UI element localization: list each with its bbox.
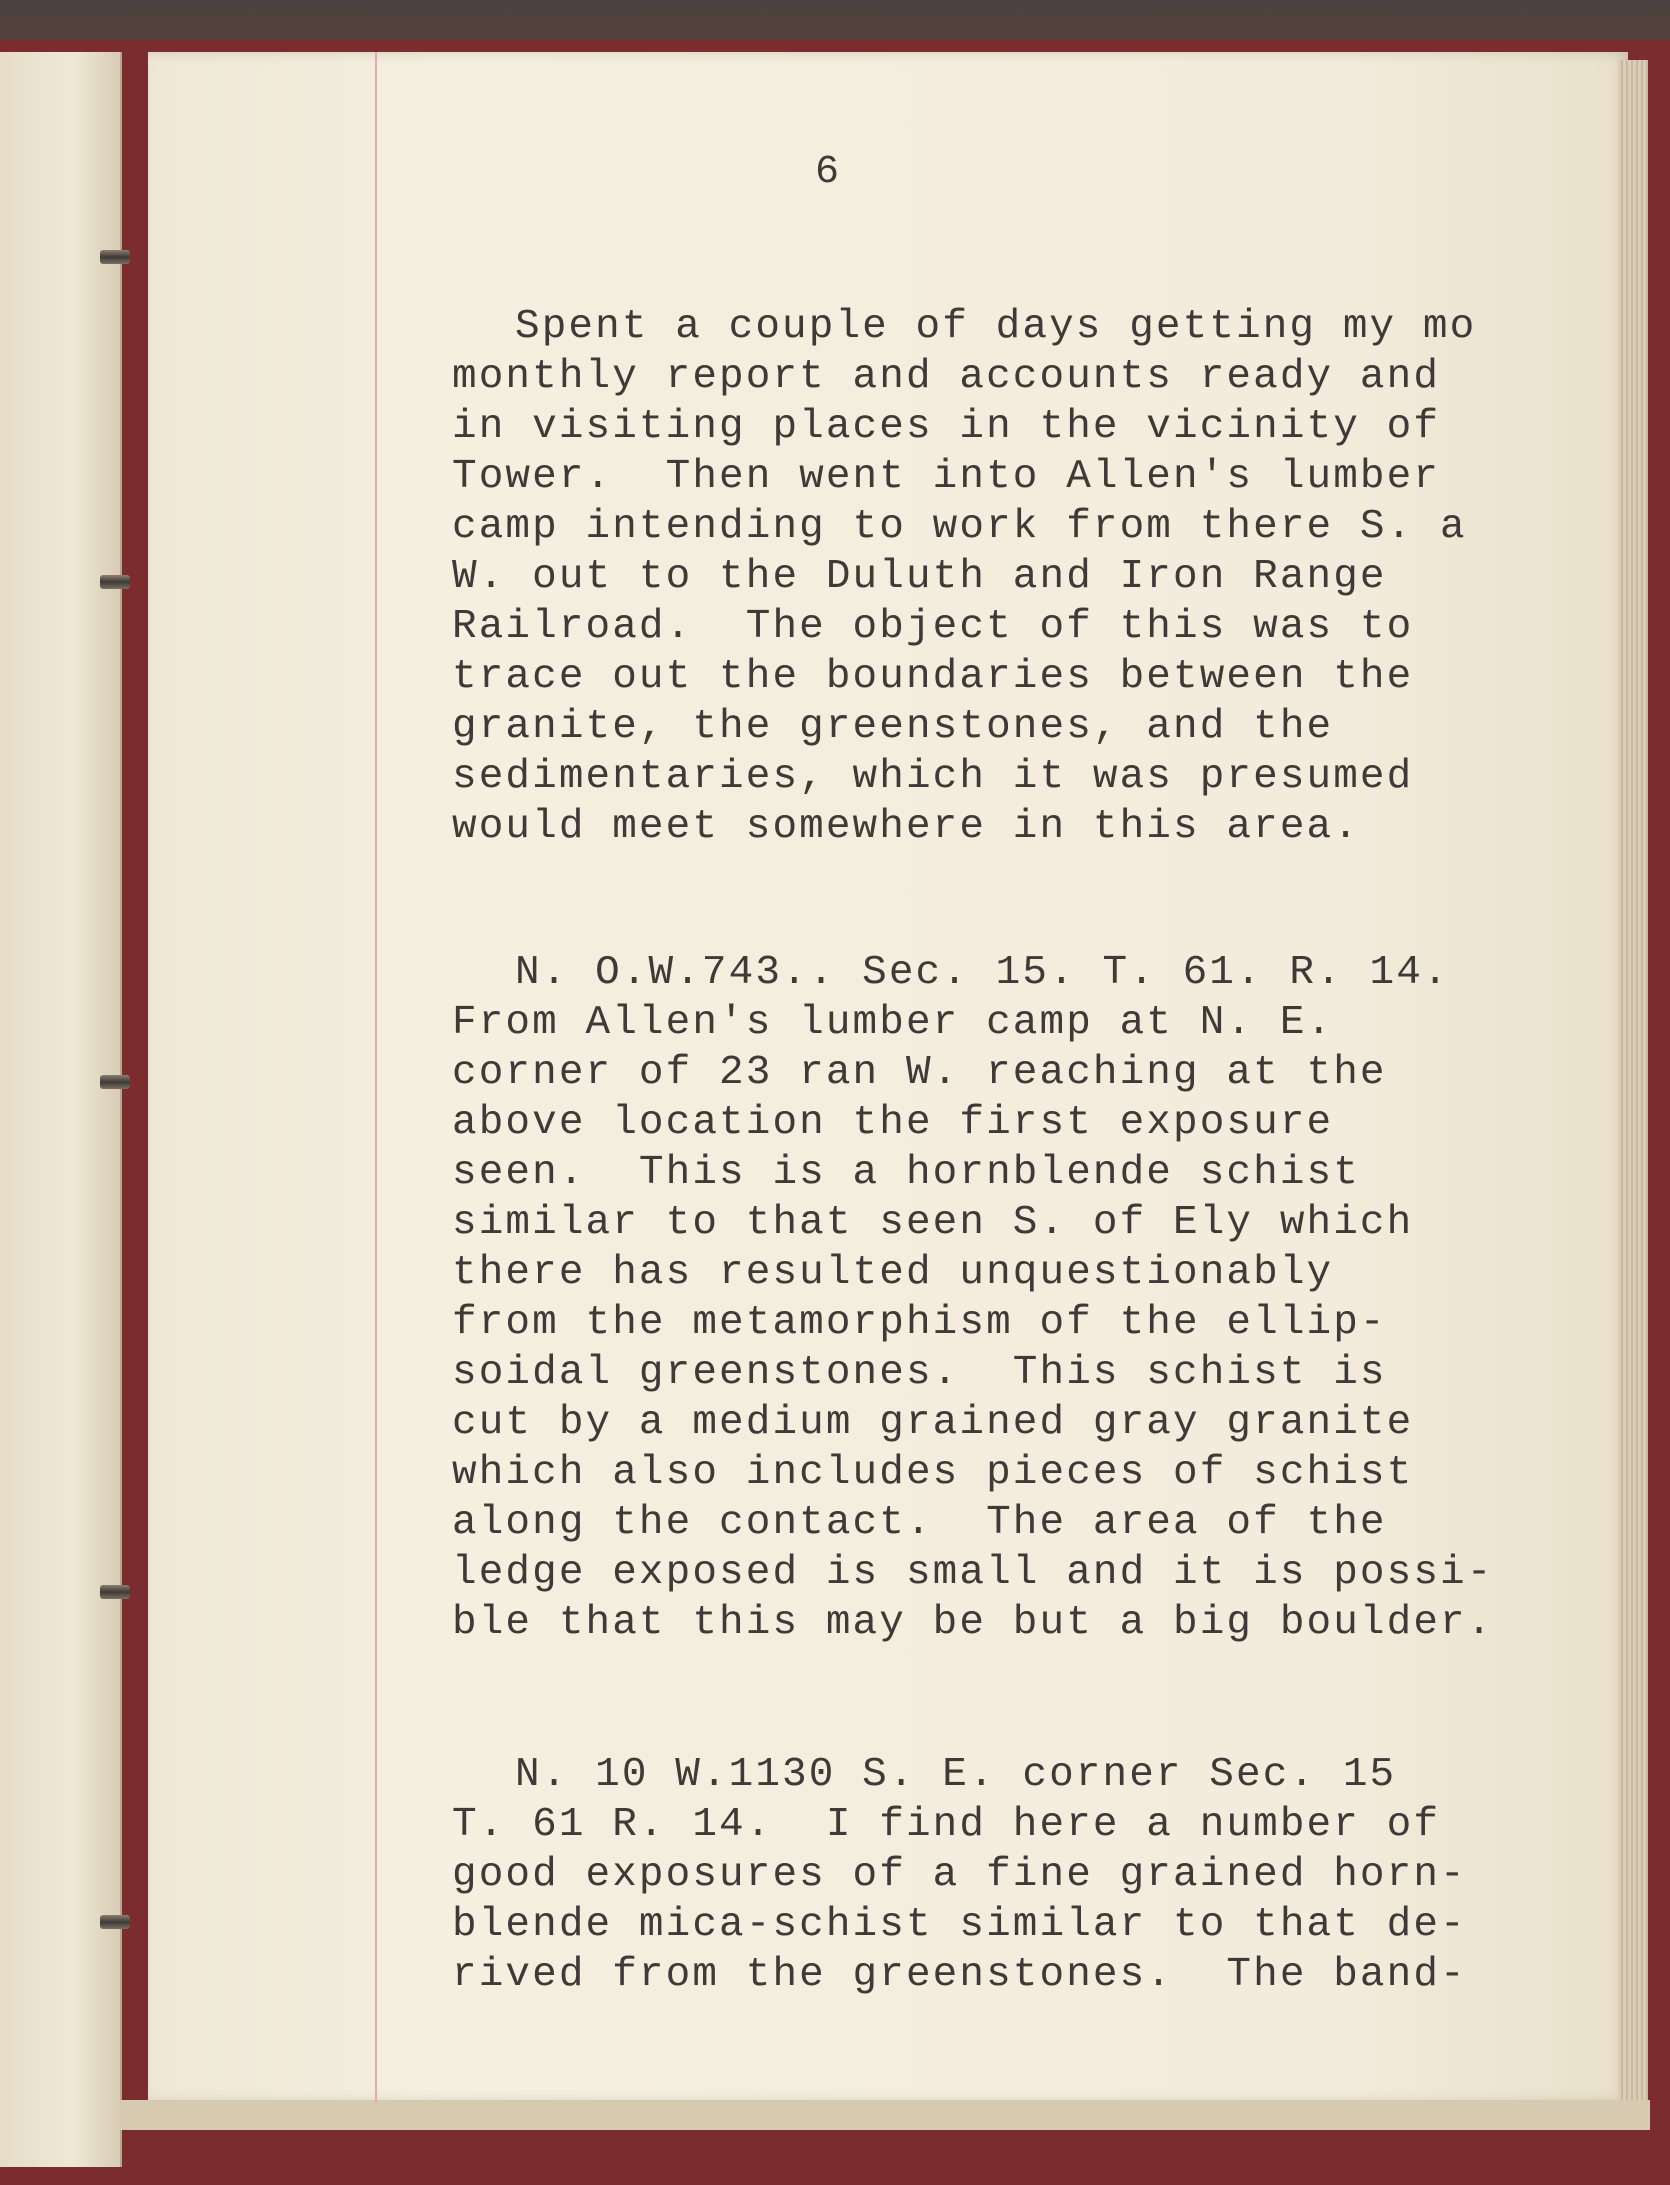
text-line: Tower. Then went into Allen's lumber [452,454,1441,500]
text-line: would meet somewhere in this area. [452,804,1360,850]
text-line: along the contact. The area of the [452,1500,1387,1546]
text-line: Railroad. The object of this was to [452,604,1414,650]
text-line: From Allen's lumber camp at N. E. [452,1000,1334,1046]
text-line: which also includes pieces of schist [452,1450,1414,1496]
text-line: N. O.W.743.. Sec. 15. T. 61. R. 14. [515,950,1450,996]
text-line: trace out the boundaries between the [452,654,1414,700]
text-line: sedimentaries, which it was presumed [452,754,1414,800]
text-line: from the metamorphism of the ellip- [452,1300,1387,1346]
binding-ring-icon [100,250,130,264]
margin-line [375,52,377,2102]
text-line: ledge exposed is small and it is possi- [452,1550,1494,1596]
page-number: 6 [815,150,840,195]
page-bottom-edge [120,2100,1650,2130]
text-line: in visiting places in the vicinity of [452,404,1441,450]
text-line: soidal greenstones. This schist is [452,1350,1387,1396]
binding-ring-icon [100,1915,130,1929]
text-line: granite, the greenstones, and the [452,704,1334,750]
text-line: blende mica-schist similar to that de- [452,1902,1467,1948]
text-line: above location the first exposure [452,1100,1334,1146]
binding-ring-icon [100,1585,130,1599]
binding-ring-icon [100,1075,130,1089]
text-line: rived from the greenstones. The band- [452,1952,1467,1998]
text-line: W. out to the Duluth and Iron Range [452,554,1387,600]
text-line: similar to that seen S. of Ely which [452,1200,1414,1246]
text-line: T. 61 R. 14. I find here a number of [452,1802,1441,1848]
text-line: good exposures of a fine grained horn- [452,1852,1467,1898]
text-line: Spent a couple of days getting my mo [515,304,1477,350]
text-line: ble that this may be but a big boulder. [452,1600,1494,1646]
text-line: cut by a medium grained gray granite [452,1400,1414,1446]
text-line: there has resulted unquestionably [452,1250,1334,1296]
text-line: N. 10 W.1130 S. E. corner Sec. 15 [515,1752,1397,1798]
text-line: monthly report and accounts ready and [452,354,1441,400]
binding-ring-icon [100,575,130,589]
text-line: seen. This is a hornblende schist [452,1150,1360,1196]
text-line: camp intending to work from there S. a [452,504,1467,550]
text-line: corner of 23 ran W. reaching at the [452,1050,1387,1096]
page-stack-edge [1618,60,1648,2120]
